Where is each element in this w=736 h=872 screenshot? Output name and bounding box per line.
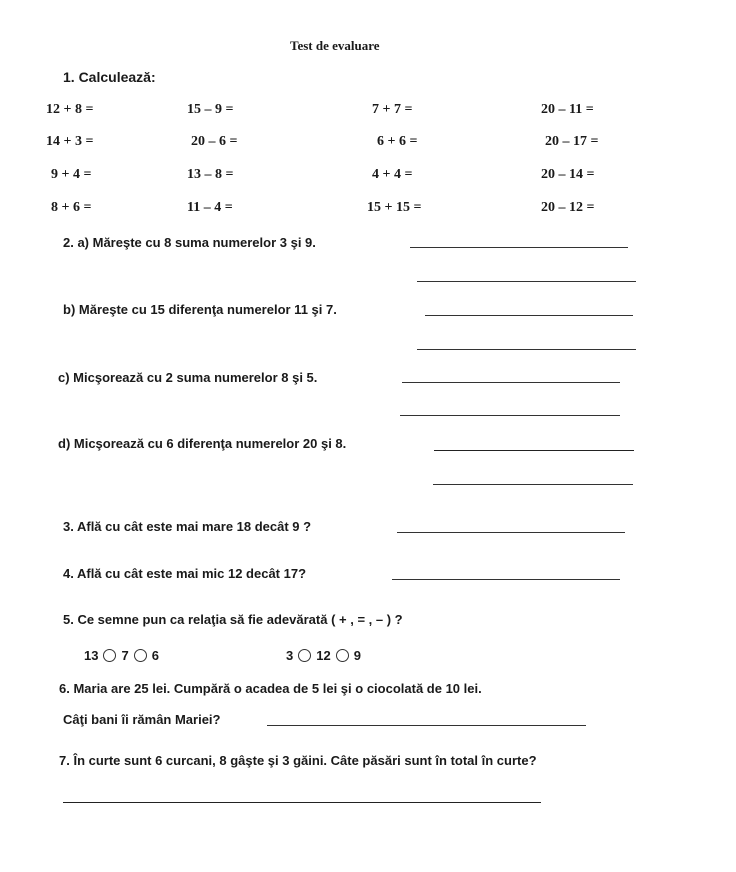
- rel2-num-3: 9: [353, 648, 361, 663]
- ex2b-answer-line-1[interactable]: [425, 315, 633, 316]
- calc-4-2: 11 – 4 =: [187, 200, 233, 215]
- calc-1-2: 15 – 9 =: [187, 102, 234, 117]
- rel2-sign-circle-1[interactable]: [298, 649, 311, 662]
- ex4-text: 4. Află cu cât este mai mic 12 decât 17?: [63, 566, 307, 581]
- calc-1-1: 12 + 8 =: [46, 102, 94, 117]
- calc-3-3: 4 + 4 =: [372, 167, 413, 182]
- calc-3-2: 13 – 8 =: [187, 167, 234, 182]
- ex1-heading: 1. Calculează:: [63, 69, 156, 85]
- calc-2-2: 20 – 6 =: [191, 134, 238, 149]
- ex5-text: 5. Ce semne pun ca relaţia să fie adevărată ( + , = , – ) ?: [63, 612, 403, 627]
- ex2a-answer-line-2[interactable]: [417, 281, 636, 282]
- calc-1-3: 7 + 7 =: [372, 102, 413, 117]
- ex2a-answer-line-1[interactable]: [410, 247, 628, 248]
- calc-2-4: 20 – 17 =: [545, 134, 599, 149]
- ex7-answer-line[interactable]: [63, 802, 541, 803]
- rel1-num-2: 7: [121, 648, 129, 663]
- calc-2-1: 14 + 3 =: [46, 134, 94, 149]
- rel1-sign-circle-2[interactable]: [134, 649, 147, 662]
- calc-1-4: 20 – 11 =: [541, 102, 594, 117]
- page-title: Test de evaluare: [290, 38, 380, 53]
- ex3-text: 3. Află cu cât este mai mare 18 decât 9 ?: [63, 519, 312, 534]
- rel2-num-1: 3: [286, 648, 294, 663]
- ex6-line-1: 6. Maria are 25 lei. Cumpără o acadea de 5 lei şi o ciocolată de 10 lei.: [59, 681, 482, 696]
- ex2a-text: 2. a) Măreşte cu 8 suma numerelor 3 şi 9.: [63, 235, 316, 250]
- ex6-line-2: Câţi bani îi rămân Mariei?: [63, 712, 221, 727]
- ex4-answer-line[interactable]: [392, 579, 620, 580]
- rel2-sign-circle-2[interactable]: [336, 649, 349, 662]
- rel1-sign-circle-1[interactable]: [103, 649, 116, 662]
- rel1-num-3: 6: [151, 648, 159, 663]
- ex5-relation-1: [84, 648, 159, 663]
- ex2d-text: d) Micşorează cu 6 diferenţa numerelor 20 şi 8.: [58, 436, 347, 451]
- calc-4-4: 20 – 12 =: [541, 200, 595, 215]
- calc-4-1: 8 + 6 =: [51, 200, 92, 215]
- ex3-answer-line[interactable]: [397, 532, 625, 533]
- rel1-num-1: 13: [84, 648, 99, 663]
- ex2d-answer-line-1[interactable]: [434, 450, 634, 451]
- rel2-num-2: 12: [316, 648, 331, 663]
- ex6-answer-line[interactable]: [267, 725, 586, 726]
- ex7-text: 7. În curte sunt 6 curcani, 8 gâşte şi 3 găini. Câte păsări sunt în total în curte?: [59, 753, 537, 768]
- ex2b-text: b) Măreşte cu 15 diferenţa numerelor 11 şi 7.: [63, 302, 337, 317]
- ex5-relation-2: [286, 648, 361, 663]
- calc-2-3: 6 + 6 =: [377, 134, 418, 149]
- calc-3-1: 9 + 4 =: [51, 167, 92, 182]
- calc-3-4: 20 – 14 =: [541, 167, 595, 182]
- ex2c-answer-line-1[interactable]: [402, 382, 620, 383]
- calc-4-3: 15 + 15 =: [367, 200, 422, 215]
- ex2c-text: c) Micşorează cu 2 suma numerelor 8 şi 5.: [58, 370, 318, 385]
- ex2d-answer-line-2[interactable]: [433, 484, 633, 485]
- ex2b-answer-line-2[interactable]: [417, 349, 636, 350]
- ex2c-answer-line-2[interactable]: [400, 415, 620, 416]
